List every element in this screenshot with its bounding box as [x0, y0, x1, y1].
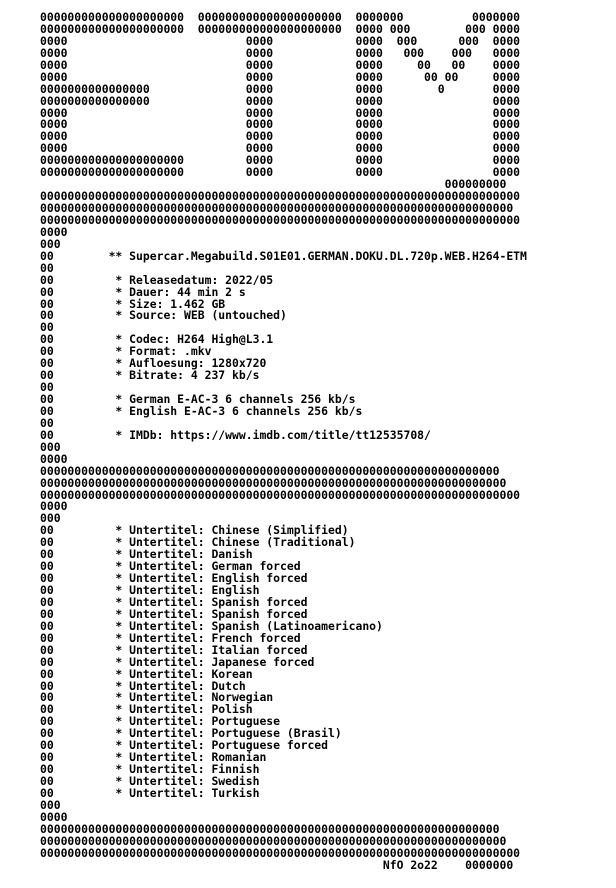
nfo-line: 0000 0000 0000 00 00 0000 — [40, 69, 521, 84]
nfo-line: 000000000000000000000 000000000000000000000 0000 000 000 0000 — [40, 21, 521, 36]
nfo-line: 00 * Untertitel: Dutch — [40, 678, 246, 693]
nfo-line: 00 * Untertitel: Japanese forced — [40, 654, 315, 669]
nfo-line: 0000 — [40, 809, 68, 824]
nfo-line: 000000000000000000000000000000000000000000000000000000000000000000000 — [40, 201, 514, 215]
nfo-line: 00 * Releasedatum: 2022/05 — [40, 272, 274, 287]
nfo-line: 0000000000000000000000000000000000000000000000000000000000000000000000 — [40, 487, 521, 502]
nfo-line: 0000 0000 0000 0000 — [40, 129, 521, 144]
nfo-line: 00 * Untertitel: Chinese (Simplified) — [40, 523, 349, 538]
nfo-line: 00 * Untertitel: Turkish — [40, 785, 260, 800]
nfo-line: 00 * Untertitel: Norwegian — [40, 690, 274, 705]
nfo-line: 00 * Bitrate: 4 237 kb/s — [40, 368, 260, 383]
nfo-line: 00 — [40, 380, 54, 395]
nfo-line: 0000000000000000000000000000000000000000000000000000000000000000000 — [40, 463, 500, 478]
nfo-line: 000 — [40, 439, 61, 454]
nfo-line: 0000000000000000000000000000000000000000000000000000000000000000000 — [40, 821, 500, 836]
nfo-line: 0000 0000 0000 00 00 0000 — [40, 57, 521, 72]
nfo-line: 0000000000000000000000000000000000000000000000000000000000000000000000 — [40, 212, 521, 227]
nfo-line: 00 * Untertitel: English — [40, 583, 260, 597]
nfo-line: 00 * Untertitel: Spanish forced — [40, 594, 308, 609]
nfo-line: 0000 0000 0000 0000 — [40, 117, 521, 132]
nfo-line: 0000 — [40, 451, 68, 466]
nfo-line: 00 * Size: 1.462 GB — [40, 296, 226, 311]
nfo-text-block — [40, 12, 527, 872]
nfo-line: 00 * Codec: H264 High@L3.1 — [40, 332, 274, 347]
nfo-line: 00 * Untertitel: Korean — [40, 666, 253, 681]
nfo-line: 00 * Untertitel: Italian forced — [40, 642, 308, 657]
nfo-line: 00 — [40, 320, 54, 335]
nfo-line: 00 * Untertitel: German forced — [40, 559, 301, 574]
nfo-line: 00 * Untertitel: English forced — [40, 571, 308, 586]
nfo-line: 00 * IMDb: https://www.imdb.com/title/tt12535708/ — [40, 427, 431, 442]
nfo-line: 00 * Untertitel: Polish — [40, 702, 253, 717]
nfo-line: 00 — [40, 260, 54, 275]
nfo-line: 0000 — [40, 499, 68, 514]
nfo-line: 00000000000000000000000000000000000000000000000000000000000000000000 — [40, 833, 507, 848]
nfo-line: 00 * Untertitel: Spanish forced — [40, 606, 308, 621]
nfo-line: 00 * Untertitel: Danish — [40, 547, 253, 562]
nfo-line: 0000000000000000 0000 0000 0 0000 — [40, 81, 521, 96]
nfo-line: 00 * English E-AC-3 6 channels 256 kb/s — [40, 403, 363, 418]
nfo-line: 000 — [40, 236, 61, 251]
nfo-line: 000000000000000000000 0000 0000 0000 — [40, 165, 521, 180]
nfo-line: 0000 — [40, 224, 68, 239]
nfo-line: 0000 0000 0000 0000 — [40, 105, 521, 120]
nfo-line: 000 — [40, 511, 61, 526]
nfo-line: 00 * Untertitel: Portuguese (Brasil) — [40, 726, 342, 741]
nfo-line: 00 * Untertitel: Swedish — [40, 774, 260, 788]
nfo-line: 00 ** Supercar.Megabuild.S01E01.GERMAN.DOKU.DL.720p.WEB.H264-ETM — [40, 248, 527, 263]
nfo-line: 0000 0000 0000 0000 — [40, 141, 521, 156]
nfo-line: 00 — [40, 415, 54, 430]
nfo-line: 0000 0000 0000 000 000 0000 — [40, 45, 521, 60]
nfo-line: 00 * Dauer: 44 min 2 s — [40, 284, 246, 299]
nfo-line: 00 * Untertitel: Romanian — [40, 750, 267, 765]
nfo-line: 00 * Untertitel: Finnish — [40, 762, 260, 777]
nfo-line: 00 * Untertitel: Portuguese — [40, 714, 281, 729]
nfo-line: 00 * Untertitel: French forced — [40, 630, 301, 645]
nfo-line: 0000000000000000 0000 0000 0000 — [40, 93, 521, 108]
nfo-line: 000000000000000000000 000000000000000000000 0000000 0000000 — [40, 10, 521, 24]
nfo-line: 00 * Untertitel: Portuguese forced — [40, 738, 329, 753]
nfo-line: 00 * Source: WEB (untouched) — [40, 308, 287, 323]
nfo-line: 0000000000000000000000000000000000000000000000000000000000000000000000 — [40, 189, 521, 204]
nfo-line: 0000 0000 0000 000 000 0000 — [40, 33, 521, 48]
nfo-line: 000000000 — [40, 177, 507, 192]
nfo-line: 0000000000000000000000000000000000000000000000000000000000000000000000 — [40, 845, 521, 860]
nfo-line: 000000000000000000000 0000 0000 0000 — [40, 153, 521, 168]
nfo-line: 000 — [40, 797, 61, 812]
nfo-line: 00 * Format: .mkv — [40, 344, 212, 359]
nfo-line: 00 * Aufloesung: 1280x720 — [40, 356, 267, 371]
nfo-line: 00 * German E-AC-3 6 channels 256 kb/s — [40, 392, 356, 406]
nfo-line: 00 * Untertitel: Spanish (Latinoamericano) — [40, 618, 383, 633]
nfo-line: NfO 2o22 0000000 — [40, 857, 514, 872]
nfo-line: 00000000000000000000000000000000000000000000000000000000000000000000 — [40, 475, 507, 490]
nfo-line: 00 * Untertitel: Chinese (Traditional) — [40, 535, 356, 550]
